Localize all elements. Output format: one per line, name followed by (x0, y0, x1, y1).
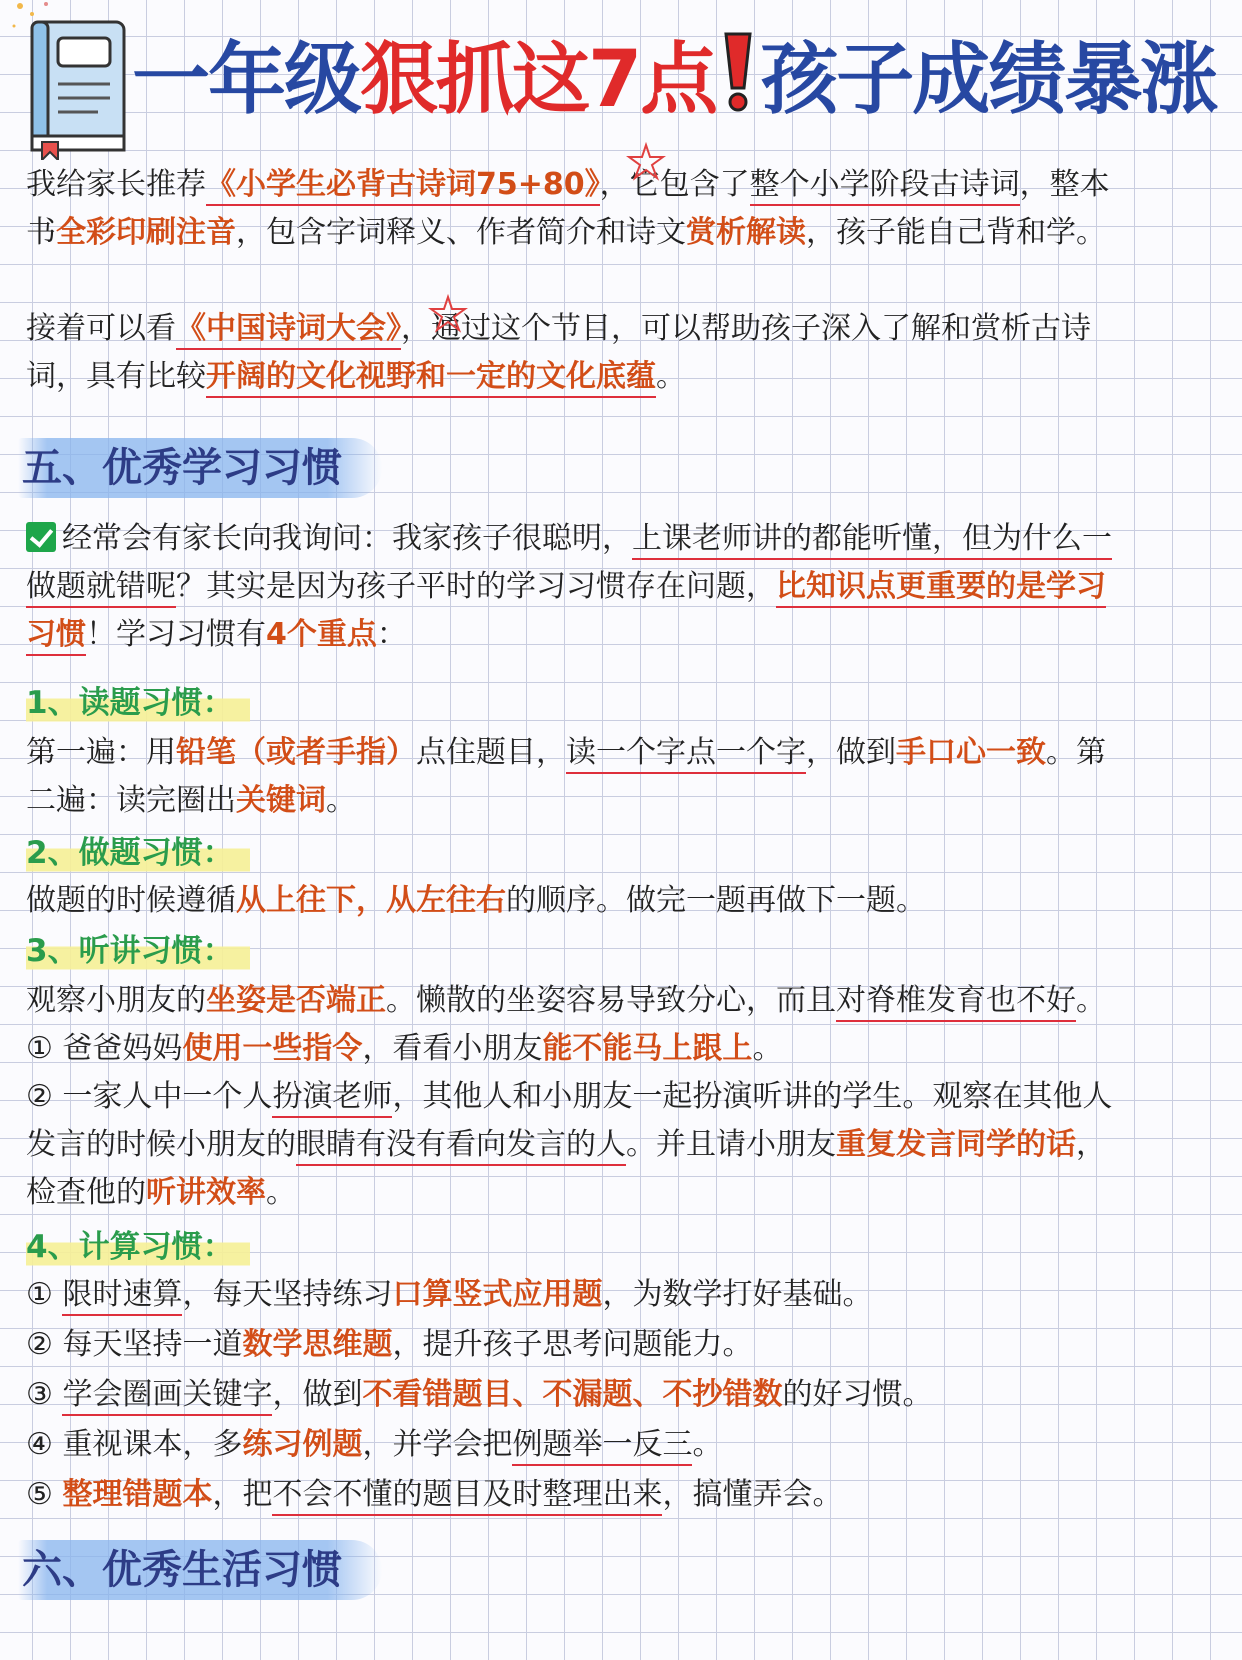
highlight-text: 坐姿是否端正 (206, 983, 386, 1018)
text-span: 。并且请小朋友 (626, 1127, 836, 1162)
checkmark-icon (26, 522, 56, 552)
text-span: ，每天坚持练习 (182, 1277, 393, 1312)
highlight-text: 全彩印刷注音 (56, 215, 236, 250)
underlined-text: 读一个字点一个字 (566, 735, 806, 774)
highlight-text: 比知识点更重要的是学习 (776, 569, 1106, 608)
underlined-text: 学会圈画关键字 (62, 1377, 272, 1416)
text-span: ，看看小朋友 (362, 1031, 543, 1066)
item-number: ② (26, 1327, 53, 1362)
study-intro-line-3 (26, 610, 1222, 660)
text-span: ，它包含了 (599, 167, 750, 202)
text-span: 。 (326, 783, 356, 818)
book-title-highlight: 《小学生必背古诗词75+80》 (206, 167, 600, 206)
highlight-text: 口算竖式应用题 (392, 1277, 603, 1312)
highlight-text: 整理错题本 (62, 1477, 213, 1512)
exclamation-icon (718, 30, 758, 114)
underlined-text: 限时速算 (62, 1277, 182, 1316)
highlight-text: 开阔的文化视野和一定的文化底蕴 (206, 359, 656, 398)
book-icon (28, 18, 130, 160)
section-heading-life-habits: 六、优秀生活习惯 (18, 1540, 382, 1600)
text-span: ，通过这个节目，可以帮助孩子深入了解和赏析古诗 (401, 311, 1091, 346)
text-span: ？其实是因为孩子平时的学习习惯存在问题， (176, 569, 776, 604)
listening-habit-line-2 (26, 1024, 1222, 1074)
text-span: ，搞懂弄会。 (662, 1477, 843, 1512)
calc-item-3 (26, 1370, 1222, 1420)
highlight-text: 练习例题 (242, 1427, 363, 1462)
intro-paragraph-1-line-1 (26, 160, 1222, 210)
text-span: ，提升孩子思考问题能力。 (392, 1327, 753, 1362)
homework-habit-line (26, 876, 1222, 926)
calc-item-4 (26, 1420, 1222, 1470)
underlined-text: 整个小学阶段古诗词 (750, 167, 1020, 206)
text-span: ： (376, 617, 407, 652)
text-span: 的顺序。做完一题再做下一题。 (506, 883, 926, 918)
text-span: 做题的时候遵循 (26, 883, 236, 918)
reading-habit-line-2 (26, 776, 1222, 826)
text-span: 点住题目， (416, 735, 566, 770)
text-span: ，包含字词释义、作者简介和诗文 (236, 215, 686, 250)
text-span: ，其他人和小朋友一起扮演听讲的学生。观察在其他人 (392, 1079, 1113, 1114)
show-title-highlight: 《中国诗词大会》 (176, 311, 401, 350)
text-span: 的好习惯。 (782, 1377, 933, 1412)
intro-paragraph-1-line-2 (26, 208, 1222, 258)
highlight-text: 手口心一致 (896, 735, 1046, 770)
item-number: ③ (26, 1377, 53, 1412)
highlight-text: 不看错题目、不漏题、不抄错数 (362, 1377, 783, 1412)
title-part-grade: 一年级 (132, 35, 361, 125)
text-span: 重视课本，多 (62, 1427, 243, 1462)
text-span: 。第 (1046, 735, 1106, 770)
text-span: ，做到 (806, 735, 896, 770)
star-doodle-icon (428, 294, 468, 334)
text-span: 接着可以看 (26, 311, 176, 346)
text-span: ，做到 (272, 1377, 363, 1412)
underlined-text: 上课老师讲的都能听懂，但为什么一 (632, 521, 1112, 560)
highlight-text: 赏析解读 (686, 215, 806, 250)
title-part-points: 狠抓这7点 (360, 35, 717, 125)
underlined-text: 对脊椎发育也不好 (836, 983, 1076, 1022)
star-doodle-icon (626, 142, 666, 182)
text-span: ，为数学打好基础。 (602, 1277, 873, 1312)
text-span: 发言的时候小朋友的 (26, 1127, 296, 1162)
highlight-text: 听讲效率 (146, 1175, 266, 1210)
highlight-text: 数学思维题 (242, 1327, 393, 1362)
text-span: ，并学会把 (362, 1427, 513, 1462)
listening-habit-line-1 (26, 976, 1222, 1026)
text-span: ，孩子能自己背和学。 (806, 215, 1106, 250)
listening-habit-line-5 (26, 1168, 1222, 1218)
subheading-calculation-habit: 4、计算习惯： (26, 1224, 250, 1270)
text-span: 每天坚持一道 (62, 1327, 243, 1362)
study-intro-line-2 (26, 562, 1222, 612)
underlined-text: 扮演老师 (272, 1079, 392, 1118)
listening-habit-line-3 (26, 1072, 1222, 1122)
text-span: 我给家长推荐 (26, 167, 206, 202)
item-number: ① (26, 1277, 53, 1312)
title-part-result: 孩子成绩暴涨 (760, 35, 1217, 125)
reading-habit-line-1 (26, 728, 1222, 778)
page-title (132, 30, 1217, 125)
text-span: 书 (26, 215, 56, 250)
highlight-text: 重复发言同学的话 (836, 1127, 1076, 1162)
listening-habit-line-4 (26, 1120, 1222, 1170)
text-span: 第一遍：用 (26, 735, 176, 770)
text-span: ， (1076, 1127, 1106, 1162)
highlight-text: 使用一些指令 (182, 1031, 363, 1066)
highlight-text: 4个重点 (266, 617, 377, 652)
text-span: ，把 (212, 1477, 273, 1512)
text-span: 。 (656, 359, 686, 394)
text-span: 观察小朋友的 (26, 983, 206, 1018)
text-span: 词，具有比较 (26, 359, 206, 394)
text-span: ① 爸爸妈妈 (26, 1031, 183, 1066)
section-heading-study-habits: 五、优秀学习习惯 (18, 438, 382, 498)
calc-item-1 (26, 1270, 1222, 1320)
highlight-text: 从上往下，从左往右 (236, 883, 506, 918)
highlight-text: 关键词 (236, 783, 326, 818)
text-span: ② 一家人中一个人 (26, 1079, 273, 1114)
calc-item-2 (26, 1320, 1222, 1370)
highlight-text: 能不能马上跟上 (542, 1031, 753, 1066)
study-intro-line-1 (26, 514, 1222, 564)
underlined-text: 例题举一反三 (512, 1427, 692, 1466)
subheading-homework-habit: 2、做题习惯： (26, 830, 250, 876)
text-span: 经常会有家长向我询问：我家孩子很聪明， (62, 521, 632, 556)
highlight-text: 习惯 (26, 617, 86, 656)
subheading-listening-habit: 3、听讲习惯： (26, 928, 250, 974)
text-span: 二遍：读完圈出 (26, 783, 236, 818)
underlined-text: 不会不懂的题目及时整理出来 (272, 1477, 662, 1516)
text-span: 。 (752, 1031, 783, 1066)
highlight-text: 铅笔（或者手指） (176, 735, 416, 770)
text-span: 。懒散的坐姿容易导致分心，而且 (386, 983, 836, 1018)
text-span: 。 (1076, 983, 1106, 1018)
item-number: ⑤ (26, 1477, 53, 1512)
text-span: ，整本 (1019, 167, 1110, 202)
calc-item-5 (26, 1470, 1222, 1520)
intro-paragraph-2-line-1 (26, 304, 1222, 354)
subheading-reading-habit: 1、读题习惯： (26, 680, 250, 726)
text-span: ！学习习惯有 (86, 617, 266, 652)
underlined-text: 眼睛有没有看向发言的人 (296, 1127, 626, 1166)
intro-paragraph-2-line-2 (26, 352, 1222, 402)
text-span: 检查他的 (26, 1175, 146, 1210)
underlined-text: 做题就错呢 (26, 569, 176, 608)
text-span: 。 (692, 1427, 723, 1462)
item-number: ④ (26, 1427, 53, 1462)
text-span: 。 (266, 1175, 296, 1210)
